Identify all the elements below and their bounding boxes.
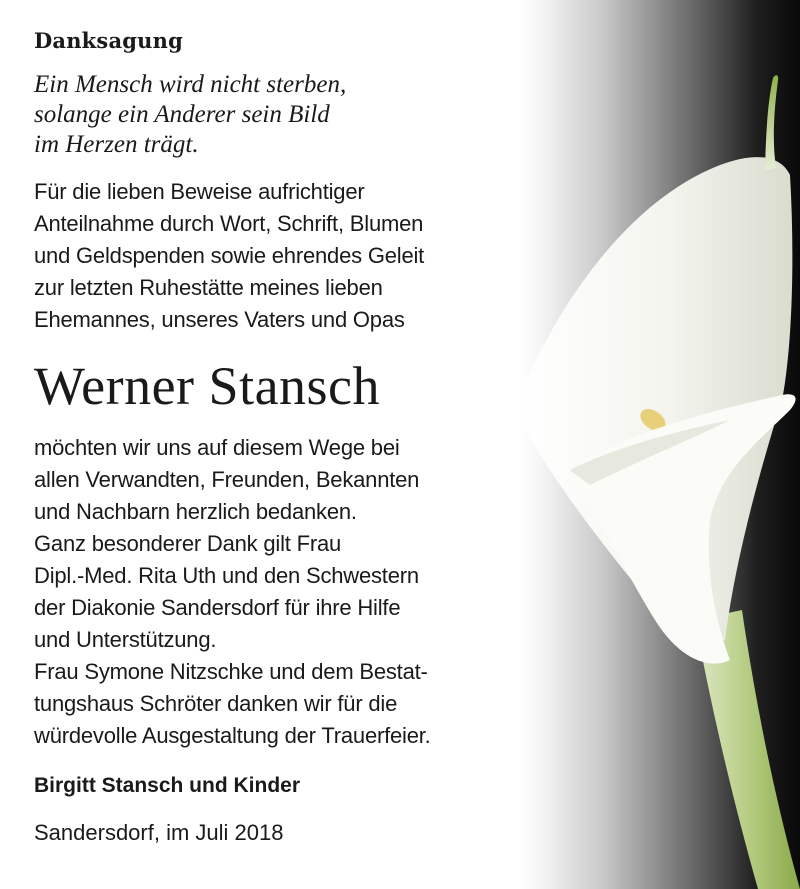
thanks-line: würdevolle Ausgestaltung der Trauerfeier. (34, 723, 431, 749)
thanks-line: Ganz besonderer Dank gilt Frau (34, 531, 342, 557)
thanks-line: und Unterstützung. (34, 627, 217, 653)
place-date: Sandersdorf, im Juli 2018 (34, 820, 284, 846)
thanks-line: und Nachbarn herzlich bedanken. (34, 499, 357, 525)
notice-text (34, 28, 554, 848)
deceased-name: Werner Stansch (34, 356, 381, 417)
thanks-line: allen Verwandten, Freunden, Bekannten (34, 467, 420, 493)
quote-line: Ein Mensch wird nicht sterben, (34, 71, 347, 99)
quote-line: solange ein Anderer sein Bild (34, 101, 330, 129)
thanks-paragraph (34, 432, 554, 752)
intro-line: zur letzten Ruhestätte meines lieben (34, 275, 383, 301)
calla-lily-image (520, 0, 800, 889)
intro-paragraph (34, 176, 554, 336)
thanks-line: der Diakonie Sandersdorf für ihre Hilfe (34, 595, 401, 621)
intro-line: Für die lieben Beweise aufrichtiger (34, 179, 365, 205)
heading: Danksagung (34, 28, 183, 53)
thanks-line: tungshaus Schröter danken wir für die (34, 691, 398, 717)
thanks-line: Dipl.-Med. Rita Uth und den Schwestern (34, 563, 419, 589)
quote-line: im Herzen trägt. (34, 131, 199, 159)
memorial-quote (34, 70, 554, 160)
intro-line: Anteilnahme durch Wort, Schrift, Blumen (34, 211, 424, 237)
thanks-line: möchten wir uns auf diesem Wege bei (34, 435, 400, 461)
thanks-line: Frau Symone Nitzschke und dem Bestat- (34, 659, 428, 685)
intro-line: Ehemannes, unseres Vaters und Opas (34, 307, 405, 333)
signature: Birgitt Stansch und Kinder (34, 774, 301, 798)
intro-line: und Geldspenden sowie ehrendes Geleit (34, 243, 425, 269)
